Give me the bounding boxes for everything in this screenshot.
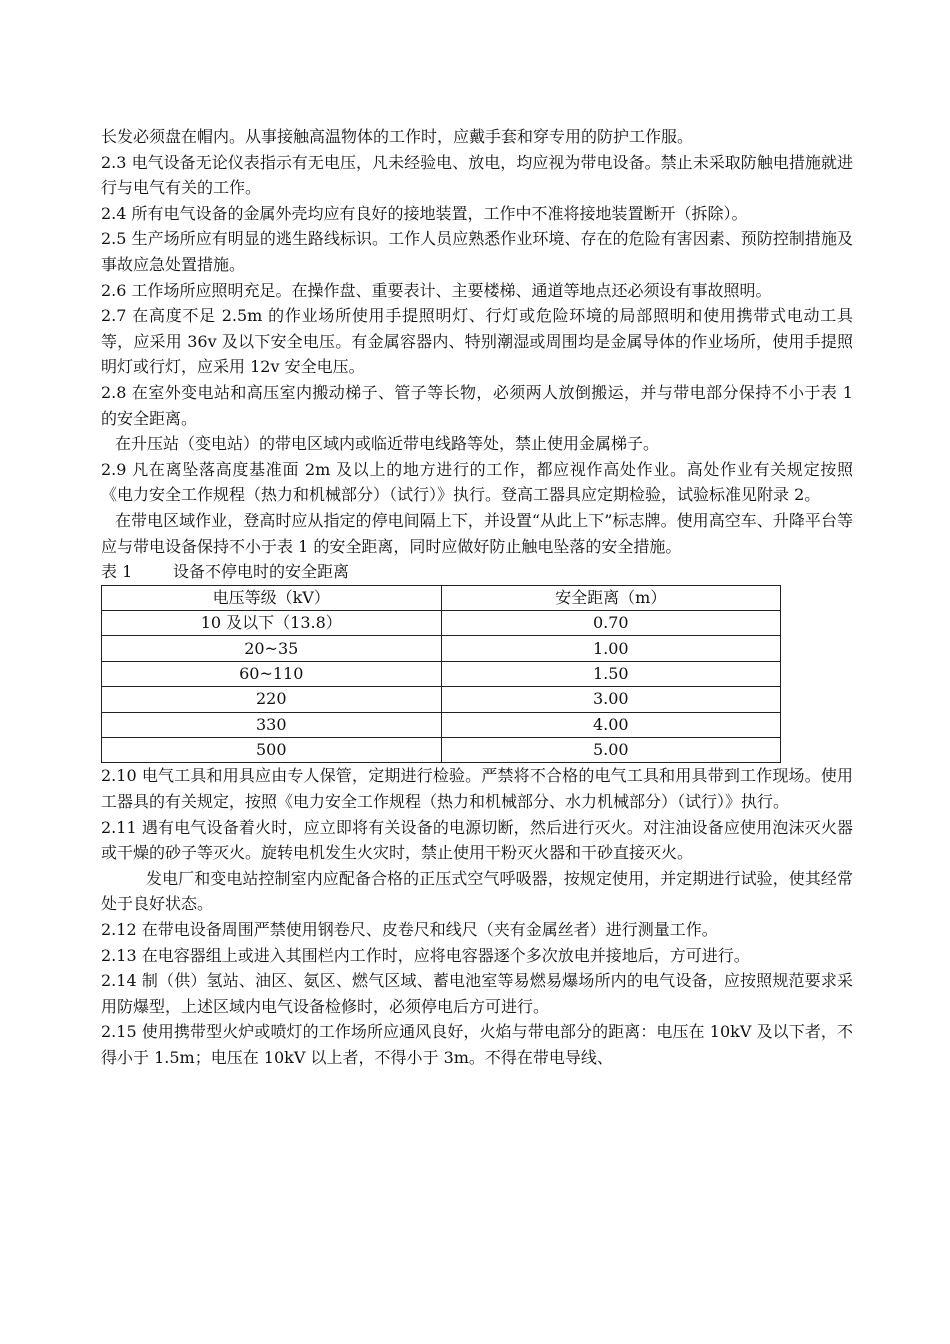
- paragraph-2-11-note: 发电厂和变电站控制室内应配备合格的正压式空气呼吸器，按规定使用，并定期进行试验，使其经常处于良好状态。: [101, 868, 853, 914]
- cell-distance: 5.00: [441, 738, 781, 763]
- cell-voltage: 330: [102, 712, 442, 737]
- cell-voltage: 220: [102, 687, 442, 712]
- paragraph-2-9-note: 在带电区域作业，登高时应从指定的停电间隔上下，并设置“从此上下”标志牌。使用高空车、升降平台等应与带电设备保持不小于表 1 的安全距离，同时应做好防止触电坠落的安全措施。: [101, 510, 853, 556]
- table-caption-label: 表 1: [101, 562, 133, 582]
- paragraph-2-3: 2.3 电气设备无论仪表指示有无电压，凡未经验电、放电，均应视为带电设备。禁止未采取防触电措施就进行与电气有关的工作。: [101, 152, 853, 198]
- paragraph-2-11: 2.11 遇有电气设备着火时，应立即将有关设备的电源切断，然后进行灭火。对注油设备应使用泡沫灭火器或干燥的砂子等灭火。旋转电机发生火灾时，禁止使用干粉灭火器和干砂直接灭火。: [101, 817, 853, 863]
- paragraph-2-15: 2.15 使用携带型火炉或喷灯的工作场所应通风良好，火焰与带电部分的距离：电压在 10kV 及以下者，不得小于 1.5m；电压在 10kV 以上者，不得小于 3m。不得在带电导线、: [101, 1022, 853, 1067]
- paragraph-2-14: 2.14 制（供）氢站、油区、氨区、燃气区域、蓄电池室等易燃易爆场所内的电气设备，应按照规范要求采用防爆型，上述区域内电气设备检修时，必须停电后方可进行。: [101, 971, 853, 1016]
- paragraph-2-7: 2.7 在高度不足 2.5m 的作业场所使用手提照明灯、行灯或危险环境的局部照明和使用携带式电动工具等，应采用 36v 及以下安全电压。有金属容器内、特别潮湿或周围均是金属导体的作业场所，使用手提照明灯或行灯，应采用 12v 安全电压。: [101, 306, 853, 377]
- cell-distance: 1.50: [441, 661, 781, 686]
- header-voltage: 电压等级（kV）: [102, 585, 442, 610]
- safety-distance-table: [101, 585, 781, 764]
- table-row: [102, 738, 781, 763]
- cell-distance: 1.00: [441, 636, 781, 661]
- document-page: [101, 124, 853, 1071]
- paragraph-hair: 长发必须盘在帽内。从事接触高温物体的工作时，应戴手套和穿专用的防护工作服。: [101, 127, 694, 146]
- cell-distance: 3.00: [441, 687, 781, 712]
- paragraph-2-4: 2.4 所有电气设备的金属外壳均应有良好的接地装置，工作中不准将接地装置断开（拆除）。: [101, 203, 748, 223]
- table-row: [102, 636, 781, 661]
- header-distance: 安全距离（m）: [441, 585, 781, 610]
- cell-voltage: 60~110: [102, 661, 442, 686]
- cell-distance: 0.70: [441, 611, 781, 636]
- table-caption: [101, 559, 853, 585]
- paragraph-2-5: 2.5 生产场所应有明显的逃生路线标识。工作人员应熟悉作业环境、存在的危险有害因素、预防控制措施及事故应急处置措施。: [101, 229, 853, 274]
- table-caption-title: 设备不停电时的安全距离: [172, 562, 349, 582]
- table-row: [102, 661, 781, 686]
- cell-voltage: 20~35: [102, 636, 442, 661]
- table-row: [102, 687, 781, 712]
- paragraph-2-10: 2.10 电气工具和用具应由专人保管，定期进行检验。严禁将不合格的电气工具和用具带到工作现场。使用工器具的有关规定，按照《电力安全工作规程（热力和机械部分、水力机械部分）（试行）》执行。: [101, 766, 853, 812]
- cell-voltage: 500: [102, 738, 442, 763]
- table-header-row: [102, 585, 781, 610]
- paragraph-2-8: 2.8 在室外变电站和高压室内搬动梯子、管子等长物，必须两人放倒搬运，并与带电部分保持不小于表 1 的安全距离。: [101, 382, 853, 428]
- paragraph-2-12: 2.12 在带电设备周围严禁使用钢卷尺、皮卷尺和线尺（夹有金属丝者）进行测量工作。: [101, 919, 718, 939]
- cell-distance: 4.00: [441, 712, 781, 737]
- paragraph-2-6: 2.6 工作场所应照明充足。在操作盘、重要表计、主要楼梯、通道等地点还必须设有事故照明。: [101, 280, 772, 300]
- paragraph-2-8-note: 在升压站（变电站）的带电区域内或临近带电线路等处，禁止使用金属梯子。: [115, 434, 660, 454]
- paragraph-2-13: 2.13 在电容器组上或进入其围栏内工作时，应将电容器逐个多次放电并接地后，方可进行。: [101, 945, 750, 965]
- cell-voltage: 10 及以下（13.8）: [102, 611, 442, 636]
- table-row: [102, 712, 781, 737]
- paragraph-2-9: 2.9 凡在离坠落高度基准面 2m 及以上的地方进行的工作，都应视作高处作业。高处作业有关规定按照《电力安全工作规程（热力和机械部分）（试行）》执行。登高工器具应定期检验，试验标准见附录 2。: [101, 459, 853, 505]
- table-row: [102, 611, 781, 636]
